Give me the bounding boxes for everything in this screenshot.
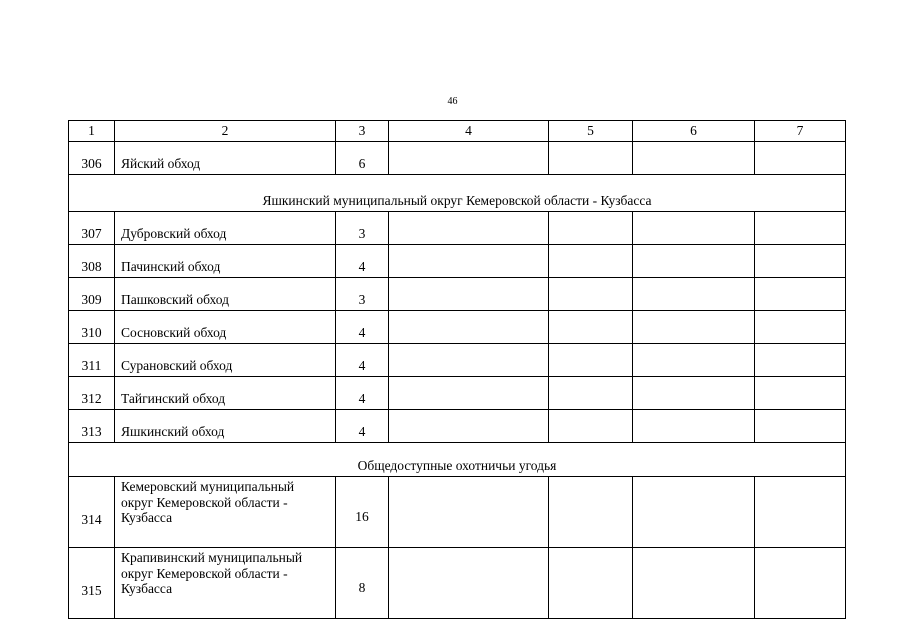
column-header: 1 bbox=[69, 121, 115, 142]
empty-cell bbox=[633, 410, 755, 443]
empty-cell bbox=[549, 344, 633, 377]
row-name: Крапивинский муниципальный округ Кемеровской области - Кузбасса bbox=[115, 548, 336, 619]
row-number: 306 bbox=[69, 142, 115, 175]
empty-cell bbox=[633, 278, 755, 311]
row-name: Яшкинский обход bbox=[115, 410, 336, 443]
empty-cell bbox=[755, 212, 846, 245]
empty-cell bbox=[755, 344, 846, 377]
table-row bbox=[69, 344, 846, 377]
row-count: 4 bbox=[336, 410, 389, 443]
row-count: 3 bbox=[336, 212, 389, 245]
hunting-grounds-table bbox=[68, 120, 846, 619]
table-row bbox=[69, 311, 846, 344]
column-header: 6 bbox=[633, 121, 755, 142]
empty-cell bbox=[549, 377, 633, 410]
row-count: 8 bbox=[336, 548, 389, 619]
empty-cell bbox=[549, 311, 633, 344]
row-name: Тайгинский обход bbox=[115, 377, 336, 410]
empty-cell bbox=[755, 410, 846, 443]
empty-cell bbox=[549, 548, 633, 619]
row-count: 3 bbox=[336, 278, 389, 311]
empty-cell bbox=[549, 212, 633, 245]
section-title: Яшкинский муниципальный округ Кемеровской области - Кузбасса bbox=[69, 175, 846, 212]
empty-cell bbox=[389, 344, 549, 377]
row-count: 4 bbox=[336, 344, 389, 377]
empty-cell bbox=[389, 377, 549, 410]
empty-cell bbox=[755, 278, 846, 311]
column-header: 3 bbox=[336, 121, 389, 142]
row-name: Кемеровский муниципальный округ Кемеровской области - Кузбасса bbox=[115, 477, 336, 548]
section-title: Общедоступные охотничьи угодья bbox=[69, 443, 846, 477]
table-row bbox=[69, 278, 846, 311]
empty-cell bbox=[389, 278, 549, 311]
empty-cell bbox=[549, 245, 633, 278]
row-name: Яйский обход bbox=[115, 142, 336, 175]
row-count: 6 bbox=[336, 142, 389, 175]
table-header-row bbox=[69, 121, 846, 142]
empty-cell bbox=[549, 477, 633, 548]
row-number: 311 bbox=[69, 344, 115, 377]
row-count: 4 bbox=[336, 245, 389, 278]
row-number: 312 bbox=[69, 377, 115, 410]
table-row bbox=[69, 212, 846, 245]
column-header: 2 bbox=[115, 121, 336, 142]
section-row bbox=[69, 175, 846, 212]
page-number: 46 bbox=[447, 96, 458, 107]
empty-cell bbox=[549, 410, 633, 443]
empty-cell bbox=[389, 245, 549, 278]
row-number: 307 bbox=[69, 212, 115, 245]
row-name: Дубровский обход bbox=[115, 212, 336, 245]
empty-cell bbox=[755, 311, 846, 344]
empty-cell bbox=[755, 548, 846, 619]
row-number: 313 bbox=[69, 410, 115, 443]
row-name: Сурановский обход bbox=[115, 344, 336, 377]
empty-cell bbox=[633, 477, 755, 548]
column-header: 4 bbox=[389, 121, 549, 142]
row-number: 314 bbox=[69, 477, 115, 548]
row-name: Пашковский обход bbox=[115, 278, 336, 311]
row-number: 315 bbox=[69, 548, 115, 619]
empty-cell bbox=[633, 142, 755, 175]
table-row bbox=[69, 477, 846, 548]
empty-cell bbox=[633, 245, 755, 278]
empty-cell bbox=[389, 548, 549, 619]
table-row bbox=[69, 410, 846, 443]
section-row bbox=[69, 443, 846, 477]
empty-cell bbox=[389, 311, 549, 344]
row-number: 310 bbox=[69, 311, 115, 344]
empty-cell bbox=[755, 477, 846, 548]
empty-cell bbox=[549, 278, 633, 311]
row-count: 4 bbox=[336, 311, 389, 344]
column-header: 5 bbox=[549, 121, 633, 142]
empty-cell bbox=[633, 311, 755, 344]
empty-cell bbox=[755, 142, 846, 175]
row-count: 4 bbox=[336, 377, 389, 410]
empty-cell bbox=[389, 410, 549, 443]
row-count: 16 bbox=[336, 477, 389, 548]
row-number: 309 bbox=[69, 278, 115, 311]
empty-cell bbox=[633, 212, 755, 245]
empty-cell bbox=[755, 245, 846, 278]
empty-cell bbox=[389, 212, 549, 245]
table-row bbox=[69, 245, 846, 278]
table-row bbox=[69, 377, 846, 410]
empty-cell bbox=[633, 344, 755, 377]
empty-cell bbox=[755, 377, 846, 410]
row-name: Сосновский обход bbox=[115, 311, 336, 344]
empty-cell bbox=[633, 377, 755, 410]
column-header: 7 bbox=[755, 121, 846, 142]
empty-cell bbox=[389, 142, 549, 175]
empty-cell bbox=[633, 548, 755, 619]
row-name: Пачинский обход bbox=[115, 245, 336, 278]
table-row bbox=[69, 548, 846, 619]
row-number: 308 bbox=[69, 245, 115, 278]
empty-cell bbox=[549, 142, 633, 175]
table-row bbox=[69, 142, 846, 175]
empty-cell bbox=[389, 477, 549, 548]
